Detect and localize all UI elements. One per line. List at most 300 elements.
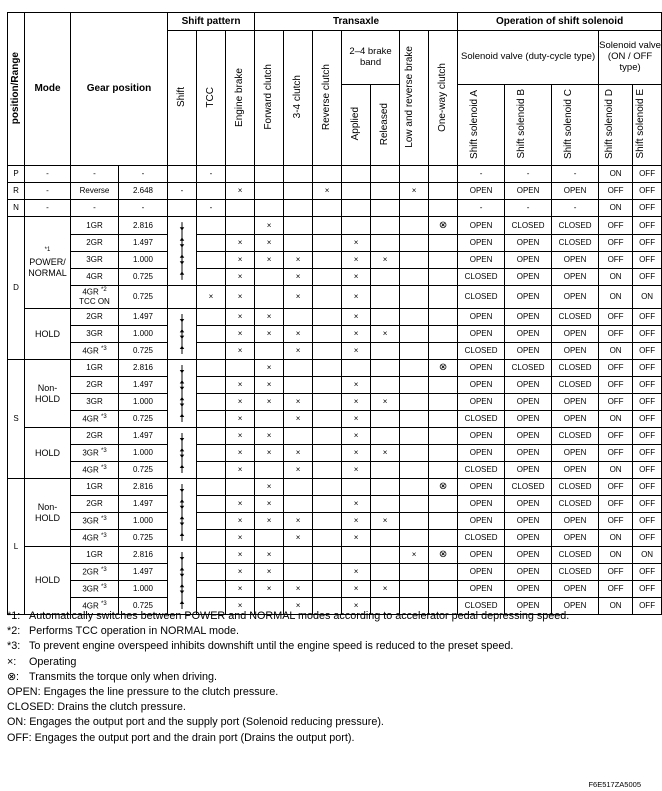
- applied-cell: ×: [342, 377, 371, 394]
- engine-brake-cell: ×: [226, 309, 255, 326]
- solenoid-c-cell: OPEN: [552, 462, 599, 479]
- solenoid-c-cell: OPEN: [552, 513, 599, 530]
- gear-cell: 4GR $^{*3}$: [71, 462, 119, 479]
- solenoid-a-cell: CLOSED: [458, 530, 505, 547]
- one-way-clutch-cell: [429, 269, 458, 286]
- one-way-clutch-cell: [429, 445, 458, 462]
- one-way-clutch-cell: [429, 360, 458, 377]
- one-way-clutch-cell: [429, 286, 458, 309]
- solenoid-c-cell: OPEN: [552, 411, 599, 428]
- table-row: [8, 252, 662, 269]
- clutch-34-cell: [284, 235, 313, 252]
- forward-clutch-cell: [255, 462, 284, 479]
- clutch-34-cell: ×: [284, 394, 313, 411]
- low-reverse-brake-cell: [400, 343, 429, 360]
- header-released: Released: [371, 85, 400, 166]
- released-cell: [371, 564, 400, 581]
- released-cell: [371, 479, 400, 496]
- solenoid-b-cell: OPEN: [505, 547, 552, 564]
- solenoid-a-cell: OPEN: [458, 217, 505, 235]
- solenoid-c-cell: CLOSED: [552, 235, 599, 252]
- solenoid-d-cell: OFF: [599, 309, 633, 326]
- low-reverse-brake-cell: [400, 309, 429, 326]
- one-way-clutch-cell: [429, 564, 458, 581]
- one-way-clutch-cell: [429, 166, 458, 183]
- solenoid-a-cell: CLOSED: [458, 598, 505, 615]
- note-one-way-clutch: ⊗: Transmits the torque only when driving.: [7, 670, 218, 683]
- tcc-cell: [197, 530, 226, 547]
- solenoid-b-cell: OPEN: [505, 530, 552, 547]
- reverse-clutch-cell: [313, 394, 342, 411]
- header-solenoid-duty: Solenoid valve (duty-cycle type): [458, 31, 599, 85]
- one-way-clutch-cell: [429, 217, 458, 235]
- one-way-clutch-cell: [429, 547, 458, 564]
- header-mode: Mode: [25, 13, 71, 166]
- gear-cell: 2GR: [71, 496, 119, 513]
- range-label: R: [8, 183, 25, 200]
- solenoid-b-cell: OPEN: [505, 326, 552, 343]
- released-cell: [371, 377, 400, 394]
- shift-arrow-icon: [168, 360, 196, 427]
- solenoid-b-cell: OPEN: [505, 581, 552, 598]
- solenoid-b-cell: OPEN: [505, 496, 552, 513]
- solenoid-c-cell: CLOSED: [552, 564, 599, 581]
- one-way-clutch-cell: [429, 513, 458, 530]
- solenoid-c-cell: OPEN: [552, 326, 599, 343]
- solenoid-b-cell: OPEN: [505, 428, 552, 445]
- header-brake-band: 2–4 brake band: [342, 31, 400, 85]
- solenoid-d-cell: OFF: [599, 360, 633, 377]
- solenoid-d-cell: ON: [599, 547, 633, 564]
- shift-arrow-icon: [168, 479, 196, 546]
- clutch-34-cell: [284, 217, 313, 235]
- ratio-cell: 2.816: [119, 217, 168, 235]
- applied-cell: ×: [342, 564, 371, 581]
- solenoid-d-cell: ON: [599, 598, 633, 615]
- clutch-34-cell: [284, 564, 313, 581]
- solenoid-b-cell: OPEN: [505, 377, 552, 394]
- solenoid-a-cell: OPEN: [458, 564, 505, 581]
- one-way-clutch-cell: [429, 394, 458, 411]
- ratio-cell: -: [119, 166, 168, 183]
- solenoid-d-cell: OFF: [599, 564, 633, 581]
- reverse-clutch-cell: [313, 462, 342, 479]
- forward-clutch-cell: ×: [255, 394, 284, 411]
- reverse-clutch-cell: [313, 581, 342, 598]
- solenoid-a-cell: OPEN: [458, 513, 505, 530]
- header-engine-brake: Engine brake: [226, 31, 255, 166]
- one-way-clutch-cell: [429, 479, 458, 496]
- applied-cell: [342, 479, 371, 496]
- ratio-cell: 1.497: [119, 496, 168, 513]
- tcc-cell: [197, 309, 226, 326]
- note-open: OPEN: Engages the line pressure to the clutch pressure.: [7, 686, 279, 699]
- gear-note-marker: *3: [101, 601, 107, 608]
- shift-cell: -: [168, 183, 197, 200]
- gear-cell: 4GR $^{*3}$: [71, 411, 119, 428]
- table-row: [8, 377, 662, 394]
- solenoid-a-cell: OPEN: [458, 360, 505, 377]
- engine-brake-cell: ×: [226, 411, 255, 428]
- solenoid-c-cell: OPEN: [552, 445, 599, 462]
- header-solenoid-operation: Operation of shift solenoid: [458, 13, 662, 31]
- low-reverse-brake-cell: [400, 479, 429, 496]
- gear-cell: 2GR: [71, 377, 119, 394]
- forward-clutch-cell: ×: [255, 252, 284, 269]
- shift-cell: [168, 286, 197, 309]
- reverse-clutch-cell: [313, 286, 342, 309]
- low-reverse-brake-cell: [400, 462, 429, 479]
- notes-section: [7, 609, 632, 746]
- low-reverse-brake-cell: [400, 513, 429, 530]
- forward-clutch-cell: ×: [255, 309, 284, 326]
- released-cell: ×: [371, 252, 400, 269]
- gear-cell: 2GR $^{*3}$: [71, 564, 119, 581]
- ratio-cell: 2.816: [119, 360, 168, 377]
- reverse-clutch-cell: [313, 564, 342, 581]
- header-solenoid-b: Shift solenoid B: [505, 85, 552, 166]
- gear-note-marker: *3: [101, 533, 107, 540]
- solenoid-a-cell: OPEN: [458, 183, 505, 200]
- applied-cell: ×: [342, 343, 371, 360]
- ratio-cell: 2.816: [119, 547, 168, 564]
- clutch-34-cell: [284, 496, 313, 513]
- reverse-clutch-cell: [313, 326, 342, 343]
- tcc-cell: [197, 326, 226, 343]
- forward-clutch-cell: ×: [255, 235, 284, 252]
- forward-clutch-cell: ×: [255, 564, 284, 581]
- ratio-cell: 0.725: [119, 462, 168, 479]
- one-way-clutch-icon: [439, 550, 447, 559]
- gear-cell: 3GR $^{*3}$: [71, 513, 119, 530]
- solenoid-b-cell: OPEN: [505, 564, 552, 581]
- solenoid-c-cell: CLOSED: [552, 479, 599, 496]
- applied-cell: [342, 183, 371, 200]
- solenoid-a-cell: OPEN: [458, 377, 505, 394]
- one-way-clutch-cell: [429, 428, 458, 445]
- header-gear-position: Gear position: [71, 13, 168, 166]
- solenoid-a-cell: OPEN: [458, 428, 505, 445]
- gear-note-marker: *2: [101, 287, 107, 294]
- solenoid-d-cell: OFF: [599, 377, 633, 394]
- header-solenoid-e: Shift solenoid E: [633, 85, 662, 166]
- solenoid-d-cell: ON: [599, 286, 633, 309]
- low-reverse-brake-cell: ×: [400, 547, 429, 564]
- mode-cell: -: [25, 200, 71, 217]
- shift-cell: [168, 200, 197, 217]
- engine-brake-cell: ×: [226, 530, 255, 547]
- ratio-cell: 2.816: [119, 479, 168, 496]
- header-low-reverse-brake: Low and reverse brake: [400, 31, 429, 166]
- clutch-34-cell: [284, 479, 313, 496]
- gear-cell: 3GR: [71, 394, 119, 411]
- engine-brake-cell: ×: [226, 183, 255, 200]
- gear-cell: 1GR: [71, 217, 119, 235]
- tcc-cell: -: [197, 200, 226, 217]
- solenoid-b-cell: OPEN: [505, 343, 552, 360]
- tcc-cell: [197, 377, 226, 394]
- mode-label: HOLD: [25, 428, 71, 479]
- tcc-cell: [197, 343, 226, 360]
- engine-brake-cell: [226, 217, 255, 235]
- solenoid-c-cell: OPEN: [552, 581, 599, 598]
- clutch-34-cell: [284, 428, 313, 445]
- forward-clutch-cell: [255, 166, 284, 183]
- solenoid-b-cell: OPEN: [505, 286, 552, 309]
- applied-cell: ×: [342, 462, 371, 479]
- solenoid-a-cell: OPEN: [458, 496, 505, 513]
- released-cell: ×: [371, 581, 400, 598]
- released-cell: [371, 462, 400, 479]
- reverse-clutch-cell: [313, 530, 342, 547]
- gear-cell: 3GR: [71, 252, 119, 269]
- header-transaxle: Transaxle: [255, 13, 458, 31]
- reverse-clutch-cell: [313, 217, 342, 235]
- engine-brake-cell: ×: [226, 496, 255, 513]
- applied-cell: ×: [342, 252, 371, 269]
- solenoid-d-cell: ON: [599, 343, 633, 360]
- solenoid-b-cell: OPEN: [505, 183, 552, 200]
- solenoid-b-cell: CLOSED: [505, 360, 552, 377]
- tcc-cell: [197, 252, 226, 269]
- mode-label: Non- HOLD: [25, 479, 71, 547]
- one-way-clutch-cell: [429, 462, 458, 479]
- note-on: ON: Engages the output port and the supply port (Solenoid reducing pressure).: [7, 716, 384, 729]
- ratio-cell: 0.725: [119, 411, 168, 428]
- engine-brake-cell: ×: [226, 547, 255, 564]
- tcc-cell: [197, 445, 226, 462]
- reverse-clutch-cell: [313, 200, 342, 217]
- solenoid-c-cell: OPEN: [552, 394, 599, 411]
- low-reverse-brake-cell: [400, 581, 429, 598]
- figure-code: F6E517ZA5005: [588, 780, 641, 789]
- header-range: position/Range: [8, 13, 25, 166]
- shift-arrow-icon: [168, 217, 196, 285]
- gear-cell: 2GR: [71, 428, 119, 445]
- solenoid-a-cell: CLOSED: [458, 269, 505, 286]
- released-cell: [371, 200, 400, 217]
- forward-clutch-cell: [255, 343, 284, 360]
- low-reverse-brake-cell: [400, 269, 429, 286]
- released-cell: ×: [371, 513, 400, 530]
- solenoid-b-cell: OPEN: [505, 269, 552, 286]
- solenoid-e-cell: OFF: [633, 183, 662, 200]
- engine-brake-cell: ×: [226, 377, 255, 394]
- released-cell: [371, 343, 400, 360]
- released-cell: [371, 286, 400, 309]
- one-way-clutch-cell: [429, 309, 458, 326]
- tcc-cell: [197, 428, 226, 445]
- note-2: *2: Performs TCC operation in NORMAL mode.: [7, 625, 240, 638]
- gear-cell: 4GR: [71, 269, 119, 286]
- gear-cell: Reverse: [71, 183, 119, 200]
- reverse-clutch-cell: [313, 166, 342, 183]
- forward-clutch-cell: [255, 269, 284, 286]
- gear-note-marker: *3: [101, 346, 107, 353]
- ratio-cell: 0.725: [119, 286, 168, 309]
- ratio-cell: 1.000: [119, 252, 168, 269]
- ratio-cell: 0.725: [119, 598, 168, 615]
- gear-cell: 4GR $^{*3}$: [71, 598, 119, 615]
- applied-cell: ×: [342, 309, 371, 326]
- solenoid-e-cell: OFF: [633, 445, 662, 462]
- one-way-clutch-cell: [429, 530, 458, 547]
- solenoid-a-cell: CLOSED: [458, 343, 505, 360]
- solenoid-d-cell: ON: [599, 269, 633, 286]
- solenoid-d-cell: OFF: [599, 326, 633, 343]
- note-operating: ×: Operating: [7, 655, 77, 668]
- solenoid-c-cell: OPEN: [552, 252, 599, 269]
- engine-brake-cell: ×: [226, 326, 255, 343]
- ratio-cell: 1.497: [119, 235, 168, 252]
- released-cell: [371, 428, 400, 445]
- one-way-clutch-cell: [429, 411, 458, 428]
- applied-cell: ×: [342, 581, 371, 598]
- solenoid-e-cell: OFF: [633, 309, 662, 326]
- applied-cell: ×: [342, 326, 371, 343]
- table-row: [8, 394, 662, 411]
- ratio-cell: 2.648: [119, 183, 168, 200]
- gear-cell: -: [71, 200, 119, 217]
- applied-cell: ×: [342, 394, 371, 411]
- engine-brake-cell: ×: [226, 445, 255, 462]
- solenoid-c-cell: CLOSED: [552, 496, 599, 513]
- forward-clutch-cell: ×: [255, 581, 284, 598]
- released-cell: ×: [371, 394, 400, 411]
- solenoid-c-cell: OPEN: [552, 598, 599, 615]
- header-shift-pattern: Shift pattern: [168, 13, 255, 31]
- tcc-cell: [197, 513, 226, 530]
- header-one-way-clutch: One-way clutch: [429, 31, 458, 166]
- gear-note-marker: *3: [101, 584, 107, 591]
- solenoid-d-cell: OFF: [599, 479, 633, 496]
- engine-brake-cell: ×: [226, 564, 255, 581]
- forward-clutch-cell: ×: [255, 513, 284, 530]
- table-row: [8, 309, 662, 326]
- one-way-clutch-cell: [429, 377, 458, 394]
- engine-brake-cell: ×: [226, 286, 255, 309]
- solenoid-c-cell: OPEN: [552, 530, 599, 547]
- solenoid-a-cell: OPEN: [458, 309, 505, 326]
- clutch-34-cell: ×: [284, 326, 313, 343]
- applied-cell: ×: [342, 428, 371, 445]
- solenoid-c-cell: CLOSED: [552, 360, 599, 377]
- gear-cell: 1GR: [71, 479, 119, 496]
- gear-cell: 3GR: [71, 326, 119, 343]
- low-reverse-brake-cell: [400, 252, 429, 269]
- released-cell: [371, 217, 400, 235]
- solenoid-a-cell: OPEN: [458, 235, 505, 252]
- table-row: [8, 235, 662, 252]
- solenoid-c-cell: -: [552, 166, 599, 183]
- solenoid-a-cell: OPEN: [458, 445, 505, 462]
- clutch-34-cell: ×: [284, 530, 313, 547]
- applied-cell: [342, 217, 371, 235]
- mode-label: Non- HOLD: [25, 360, 71, 428]
- reverse-clutch-cell: [313, 252, 342, 269]
- one-way-clutch-icon: [439, 482, 447, 491]
- one-way-clutch-cell: [429, 326, 458, 343]
- clutch-34-cell: [284, 200, 313, 217]
- forward-clutch-cell: ×: [255, 377, 284, 394]
- low-reverse-brake-cell: [400, 428, 429, 445]
- applied-cell: [342, 360, 371, 377]
- clutch-34-cell: ×: [284, 343, 313, 360]
- forward-clutch-cell: ×: [255, 326, 284, 343]
- solenoid-e-cell: OFF: [633, 343, 662, 360]
- forward-clutch-cell: [255, 411, 284, 428]
- engine-brake-cell: ×: [226, 235, 255, 252]
- table-row: [8, 411, 662, 428]
- shift-solenoid-operation-table: [7, 12, 662, 615]
- solenoid-c-cell: CLOSED: [552, 377, 599, 394]
- forward-clutch-cell: ×: [255, 217, 284, 235]
- engine-brake-cell: ×: [226, 598, 255, 615]
- solenoid-b-cell: -: [505, 166, 552, 183]
- solenoid-b-cell: OPEN: [505, 394, 552, 411]
- tcc-cell: [197, 235, 226, 252]
- table-row: [8, 445, 662, 462]
- clutch-34-cell: ×: [284, 581, 313, 598]
- solenoid-b-cell: OPEN: [505, 252, 552, 269]
- solenoid-a-cell: CLOSED: [458, 462, 505, 479]
- table-row-p: [8, 166, 662, 183]
- table-row: [8, 217, 662, 235]
- solenoid-e-cell: OFF: [633, 394, 662, 411]
- solenoid-b-cell: CLOSED: [505, 479, 552, 496]
- tcc-cell: -: [197, 166, 226, 183]
- released-cell: ×: [371, 445, 400, 462]
- solenoid-e-cell: OFF: [633, 564, 662, 581]
- note-3: *3: To prevent engine overspeed inhibits downshift until the engine speed is reduced to the preset speed.: [7, 640, 514, 653]
- low-reverse-brake-cell: [400, 394, 429, 411]
- solenoid-c-cell: -: [552, 200, 599, 217]
- forward-clutch-cell: [255, 200, 284, 217]
- solenoid-d-cell: OFF: [599, 183, 633, 200]
- gear-cell: 1GR: [71, 547, 119, 564]
- clutch-34-cell: ×: [284, 269, 313, 286]
- tcc-cell: [197, 360, 226, 377]
- solenoid-a-cell: OPEN: [458, 479, 505, 496]
- released-cell: [371, 235, 400, 252]
- one-way-clutch-cell: [429, 235, 458, 252]
- solenoid-e-cell: ON: [633, 547, 662, 564]
- clutch-34-cell: [284, 166, 313, 183]
- low-reverse-brake-cell: [400, 286, 429, 309]
- solenoid-c-cell: OPEN: [552, 343, 599, 360]
- table-row: [8, 269, 662, 286]
- solenoid-a-cell: -: [458, 166, 505, 183]
- solenoid-b-cell: OPEN: [505, 309, 552, 326]
- tcc-cell: [197, 479, 226, 496]
- low-reverse-brake-cell: [400, 360, 429, 377]
- solenoid-d-cell: OFF: [599, 217, 633, 235]
- engine-brake-cell: [226, 360, 255, 377]
- range-label: P: [8, 166, 25, 183]
- solenoid-c-cell: CLOSED: [552, 547, 599, 564]
- table-row: [8, 530, 662, 547]
- released-cell: [371, 269, 400, 286]
- shift-arrow-cell: [168, 217, 197, 286]
- gear-cell: 4GR $^{*3}$: [71, 530, 119, 547]
- gear-cell: 3GR $^{*3}$: [71, 445, 119, 462]
- forward-clutch-cell: ×: [255, 360, 284, 377]
- solenoid-d-cell: OFF: [599, 394, 633, 411]
- clutch-34-cell: ×: [284, 286, 313, 309]
- low-reverse-brake-cell: [400, 326, 429, 343]
- applied-cell: [342, 166, 371, 183]
- low-reverse-brake-cell: [400, 166, 429, 183]
